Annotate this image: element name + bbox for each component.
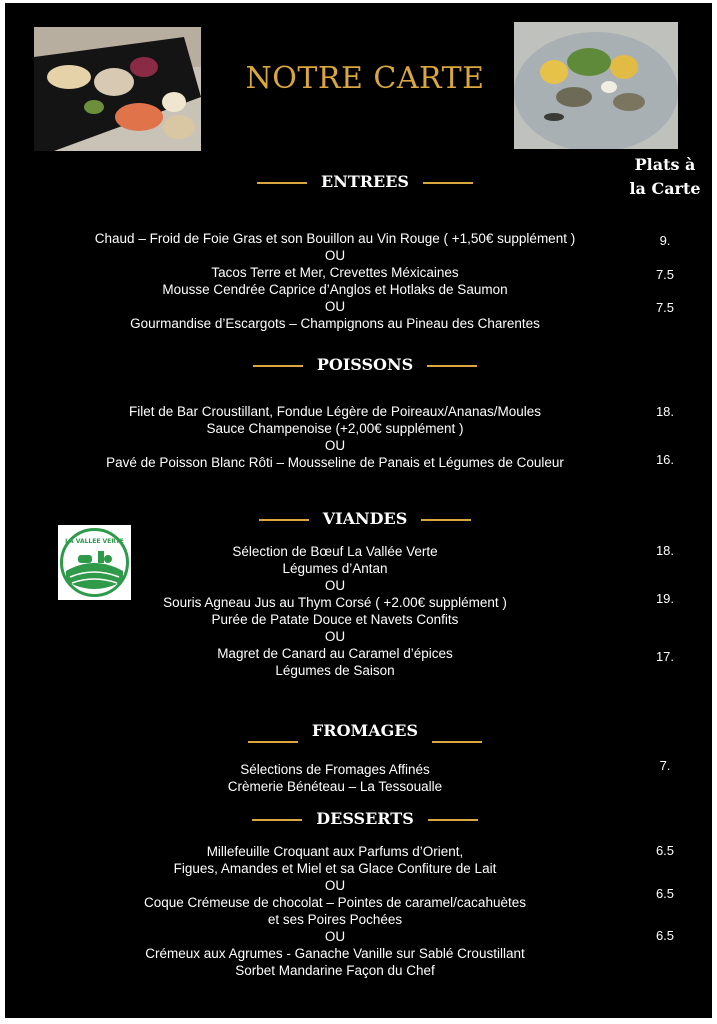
menu-line: OU	[324, 929, 346, 944]
menu-line: Légumes d’Antan	[282, 561, 388, 576]
menu-line: Chaud – Froid de Foie Gras et son Bouillon au Vin Rouge ( +1,50€ supplément )	[94, 231, 576, 246]
menu-line: OU	[324, 878, 346, 893]
menu-line: Souris Agneau Jus au Thym Corsé ( +2.00€ supplément )	[163, 595, 507, 610]
menu-line: Purée de Patate Douce et Navets Confits	[211, 612, 459, 627]
plats-label-line-1: Plats à	[634, 155, 696, 174]
divider-left	[252, 819, 302, 821]
menu-line: OU	[324, 438, 346, 453]
menu-line: Sauce Champenoise (+2,00€ supplément )	[206, 421, 464, 436]
price: 7.	[659, 758, 671, 773]
price: 6.5	[655, 928, 675, 943]
divider-right	[423, 182, 473, 184]
price: 7.5	[655, 267, 675, 282]
section-heading-entrees	[5, 172, 712, 191]
page-title: NOTRE CARTE	[245, 61, 485, 96]
menu-line: Pavé de Poisson Blanc Rôti – Mousseline de Panais et Légumes de Couleur	[106, 455, 564, 470]
section-heading-fromages	[5, 721, 712, 740]
menu-line: et ses Poires Pochées	[267, 912, 403, 927]
menu-line: Magret de Canard au Caramel d’épices	[217, 646, 453, 661]
logo-text: LA VALLEE VERTE	[65, 538, 124, 545]
divider-right	[421, 519, 471, 521]
appetizer-plate-photo	[514, 22, 678, 149]
menu-line: Millefeuille Croquant aux Parfums d’Orient,	[206, 844, 464, 859]
price: 18.	[655, 404, 675, 419]
price: 17.	[655, 649, 675, 664]
heading-text: FROMAGES	[311, 721, 419, 740]
divider-left	[259, 519, 309, 521]
menu-line: Légumes de Saison	[275, 663, 395, 678]
menu-line: OU	[324, 629, 346, 644]
menu-line: OU	[324, 248, 346, 263]
price: 7.5	[655, 300, 675, 315]
menu-line: Coque Crémeuse de chocolat – Pointes de caramel/cacahuètes	[144, 895, 526, 910]
price: 6.5	[655, 843, 675, 858]
menu-line: Crèmerie Bénéteau – La Tessoualle	[227, 779, 443, 794]
menu-line: OU	[324, 299, 346, 314]
menu-line: Filet de Bar Croustillant, Fondue Légère de Poireaux/Ananas/Moules	[129, 404, 541, 419]
starter-plate-photo	[34, 27, 201, 151]
heading-text: ENTREES	[321, 172, 409, 191]
divider-right	[428, 819, 478, 821]
menu-line: Sorbet Mandarine Façon du Chef	[235, 963, 435, 978]
menu-line: Tacos Terre et Mer, Crevettes Méxicaines	[211, 265, 459, 280]
heading-text: VIANDES	[322, 509, 408, 528]
price: 9.	[659, 233, 671, 248]
divider-left	[253, 365, 303, 367]
menu-line: OU	[324, 578, 346, 593]
heading-text: POISSONS	[316, 355, 414, 374]
divider-right	[427, 365, 477, 367]
menu-page	[5, 3, 712, 1018]
menu-line: Crémeux aux Agrumes - Ganache Vanille sur Sablé Croustillant	[145, 946, 525, 961]
price: 19.	[655, 591, 675, 606]
heading-text: DESSERTS	[316, 809, 414, 828]
menu-line: Figues, Amandes et Miel et sa Glace Confiture de Lait	[173, 861, 497, 876]
plats-label-line-2: la Carte	[629, 179, 701, 198]
menu-line: Gourmandise d’Escargots – Champignons au Pineau des Charentes	[130, 316, 540, 331]
section-heading-poissons	[5, 355, 712, 374]
price: 6.5	[655, 886, 675, 901]
divider-left	[257, 182, 307, 184]
price: 16.	[655, 452, 675, 467]
menu-line: Mousse Cendrée Caprice d’Anglos et Hotlaks de Saumon	[162, 282, 508, 297]
price: 18.	[655, 543, 675, 558]
section-heading-desserts	[5, 809, 712, 828]
divider-left	[248, 741, 298, 743]
menu-line: Sélections de Fromages Affinés	[240, 762, 430, 777]
divider-right	[432, 741, 482, 743]
menu-line: Sélection de Bœuf La Vallée Verte	[232, 544, 438, 559]
